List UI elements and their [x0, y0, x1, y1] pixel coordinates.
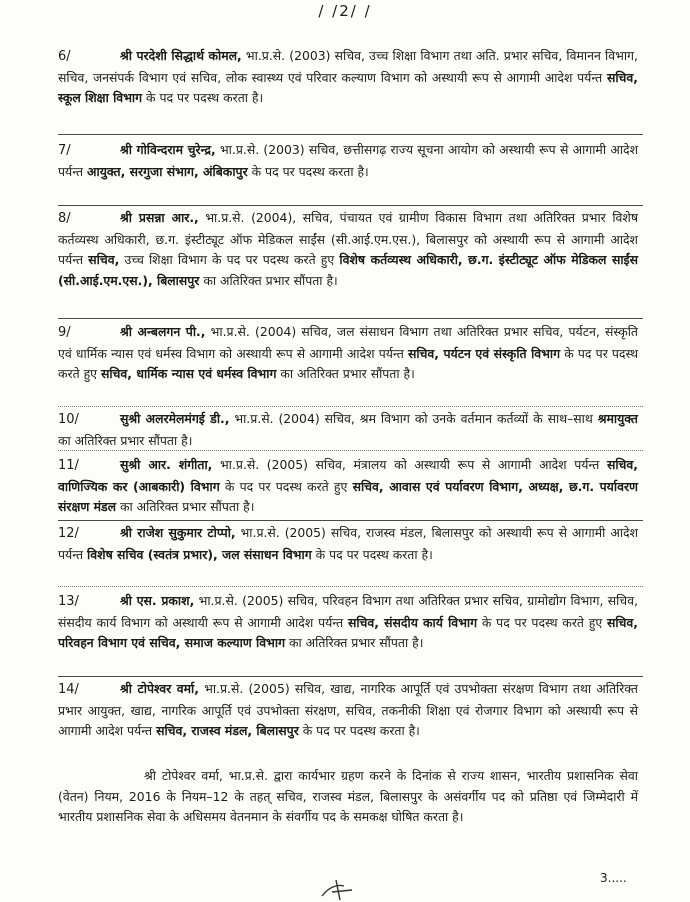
officer-name: श्री टोपेश्वर वर्मा, — [120, 681, 199, 696]
entry-number: 12/ — [58, 526, 79, 541]
order-text: भा.प्र.से. (2005) सचिव, परिवहन विभाग तथा अतिरिक्त प्रभार सचिव, ग्रामोद्योग विभाग, सचिव, संसदीय कार्य विभाग को अस्थायी रूप से आगामी आदेश पर्यन्त — [58, 593, 639, 630]
order-text: का अतिरिक्त प्रभार सौंपता है। — [199, 272, 338, 288]
order-text: के पद पर पदस्थ करते हुए — [219, 478, 353, 494]
entry-separator — [58, 450, 643, 451]
order-text: के पद पर पदस्थ करता है। — [311, 546, 433, 562]
posting-highlight: सचिव, स्कूल शिक्षा विभाग — [58, 69, 638, 105]
entry-separator — [58, 134, 643, 135]
entry-separator — [58, 586, 643, 587]
entry-number: 6/ — [58, 49, 71, 64]
order-entry-11 — [58, 455, 638, 518]
order-text: का अतिरिक्त प्रभार सौंपता है। — [58, 432, 193, 448]
officer-name: श्री गोविन्दराम चुरेन्द्र, — [120, 142, 216, 157]
order-entry-12 — [58, 523, 638, 565]
officer-name: श्री परदेशी सिद्धार्थ कोमल, — [120, 48, 242, 63]
order-entry-7 — [58, 140, 638, 182]
posting-highlight: सचिव, संसदीय कार्य विभाग — [347, 614, 478, 630]
order-text: के पद पर पदस्थ करते हुए — [477, 614, 607, 630]
order-text: भा.प्र.से. (2004) सचिव, श्रम विभाग को उनके वर्तमान कर्तव्यों के साथ–साथ — [229, 411, 598, 426]
officer-name: श्री एस. प्रकाश, — [120, 593, 195, 608]
order-text: भा.प्र.से. (2005) सचिव, राजस्व मंडल, बिलासपुर को अस्थायी रूप से आगामी आदेश पर्यन्त — [58, 525, 638, 562]
entry-separator — [58, 520, 643, 521]
entry-number: 8/ — [58, 211, 71, 226]
posting-highlight: विशेष सचिव (स्वतंत्र प्रभार), जल संसाधन विभाग — [87, 546, 312, 562]
order-entry-8 — [58, 208, 638, 291]
officer-name: श्री राजेश सुकुमार टोप्पो, — [120, 525, 236, 540]
posting-highlight: सचिव, परिवहन विभाग एवं सचिव, समाज कल्याण विभाग — [58, 614, 639, 650]
entry-separator — [58, 318, 643, 319]
order-entry-10 — [58, 409, 638, 451]
order-text: के पद पर पदस्थ करता है। — [298, 723, 420, 738]
posting-highlight: सचिव, पर्यटन एवं संस्कृति विभाग — [407, 345, 561, 361]
entry-number: 11/ — [58, 458, 79, 473]
order-text: भा.प्र.से. (2005) सचिव, खाद्य, नागरिक आपूर्ति एवं उपभोक्ता संरक्षण विभाग तथा अतिरिक्त प्रभार आयुक्त, खाद्य, नागरिक आपूर्ति एवं उपभोक्ता संरक्षण, सचिव, तकनीकी शिक्षा एवं रोजगार विभाग को अस्थायी रूप से आगामी आदेश पर्यन्त — [58, 681, 638, 738]
order-entry-14 — [58, 679, 638, 742]
entry-number: 10/ — [58, 412, 79, 427]
order-text: उच्च शिक्षा विभाग के पद पर पदस्थ करते हुए — [119, 252, 340, 267]
entry-separator — [58, 406, 643, 407]
officer-name: सुश्री अलरमेलमंगई डी., — [120, 411, 230, 426]
posting-highlight: श्रमायुक्त — [597, 411, 638, 426]
posting-highlight: सचिव, — [88, 252, 120, 267]
order-entry-6 — [58, 46, 638, 109]
order-text: भा.प्र.से. (2004), सचिव, पंचायत एवं ग्रामीण विकास विभाग तथा अतिरिक्त प्रभार विशेष कर्तव्यस्थ अधिकारी, छ.ग. इंस्टीट्यूट ऑफ मेडिकल साईंस (सी.आई.एम.एस.), बिलासपुर को अस्थायी रूप से आगामी आदेश पर्यन्त — [58, 210, 639, 267]
order-text: के पद पर पदस्थ करता है। — [247, 163, 369, 179]
initials-mark — [318, 876, 358, 902]
posting-highlight: आयुक्त, सरगुजा संभाग, अंबिकापुर — [87, 163, 248, 179]
officer-name: श्री अन्बलगन पी., — [120, 324, 206, 339]
entry-separator — [58, 205, 643, 206]
entry-number: 14/ — [58, 682, 79, 697]
order-text: का अतिरिक्त प्रभार सौंपता है। — [285, 635, 424, 650]
order-text: का अतिरिक्त प्रभार सौंपता है। — [276, 366, 415, 381]
closing-paragraph — [58, 766, 638, 828]
order-entry-13 — [58, 591, 638, 654]
closing-text: श्री टोपेश्वर वर्मा, भा.प्र.से. द्वारा कार्यभार ग्रहण करने के दिनांक से राज्य शासन, भारतीय प्रशासनिक सेवा (वेतन) नियम, 2016 के नियम–12 के तहत् सचिव, राजस्व मंडल, बिलासपुर के असंवर्गीय पद को प्रतिष्ठा एवं जिम्मेदारी में भारतीय प्रशासनिक सेवा के अधिसमय वेतनमान के संवर्गीय पद के समकक्ष घोषित करता है। — [58, 768, 638, 824]
posting-highlight: सचिव, धार्मिक न्यास एवं धर्मस्व विभाग — [100, 366, 277, 381]
order-text: भा.प्र.से. (2003) सचिव, छत्तीसगढ़ राज्य सूचना आयोग को अस्थायी रूप से आगामी आदेश पर्यन्त — [58, 142, 638, 179]
order-text: का अतिरिक्त प्रभार सौंपता है। — [116, 499, 255, 514]
entry-number: 7/ — [58, 143, 71, 158]
officer-name: सुश्री आर. शंगीता, — [120, 457, 213, 472]
entry-separator — [58, 676, 643, 677]
order-text: भा.प्र.से. (2005) सचिव, मंत्रालय को अस्थायी रूप से आगामी आदेश पर्यन्त — [212, 457, 607, 472]
next-page-indicator: 3..... — [600, 871, 627, 885]
order-text: भा.प्र.से. (2004) सचिव, जल संसाधन विभाग तथा अतिरिक्त प्रभार सचिव, पर्यटन, संस्कृति एवं धार्मिक न्यास एवं धर्मस्व विभाग को अस्थायी रूप से आगामी आदेश पर्यन्त — [58, 324, 638, 361]
entry-number: 13/ — [58, 594, 79, 609]
posting-highlight: सचिव, वाणिज्यिक कर (आबकारी) विभाग — [58, 457, 638, 494]
order-entry-9 — [58, 322, 638, 385]
page-header: / /2/ / — [318, 2, 372, 20]
order-text: भा.प्र.से. (2003) सचिव, उच्च शिक्षा विभाग तथा अति. प्रभार सचिव, विमानन विभाग, सचिव, जनसंपर्क विभाग एवं सचिव, लोक स्वास्थ्य एवं परिवार कल्याण विभाग को अस्थायी रूप से आगामी आदेश पर्यन्त — [58, 48, 638, 85]
posting-highlight: विशेष कर्तव्यस्थ अधिकारी, छ.ग. इंस्टीट्यूट ऑफ मेडिकल साईंस (सी.आई.एम.एस.), बिलासपुर — [58, 252, 638, 288]
posting-highlight: सचिव, राजस्व मंडल, बिलासपुर — [156, 723, 299, 738]
order-text: के पद पर पदस्थ करते हुए — [58, 345, 638, 381]
officer-name: श्री प्रसन्ना आर., — [120, 210, 199, 225]
order-text: के पद पर पदस्थ करता है। — [142, 90, 264, 105]
posting-highlight: सचिव, आवास एवं पर्यावरण विभाग, अध्यक्ष, छ.ग. पर्यावरण संरक्षण मंडल — [58, 478, 638, 514]
entry-number: 9/ — [58, 325, 71, 340]
